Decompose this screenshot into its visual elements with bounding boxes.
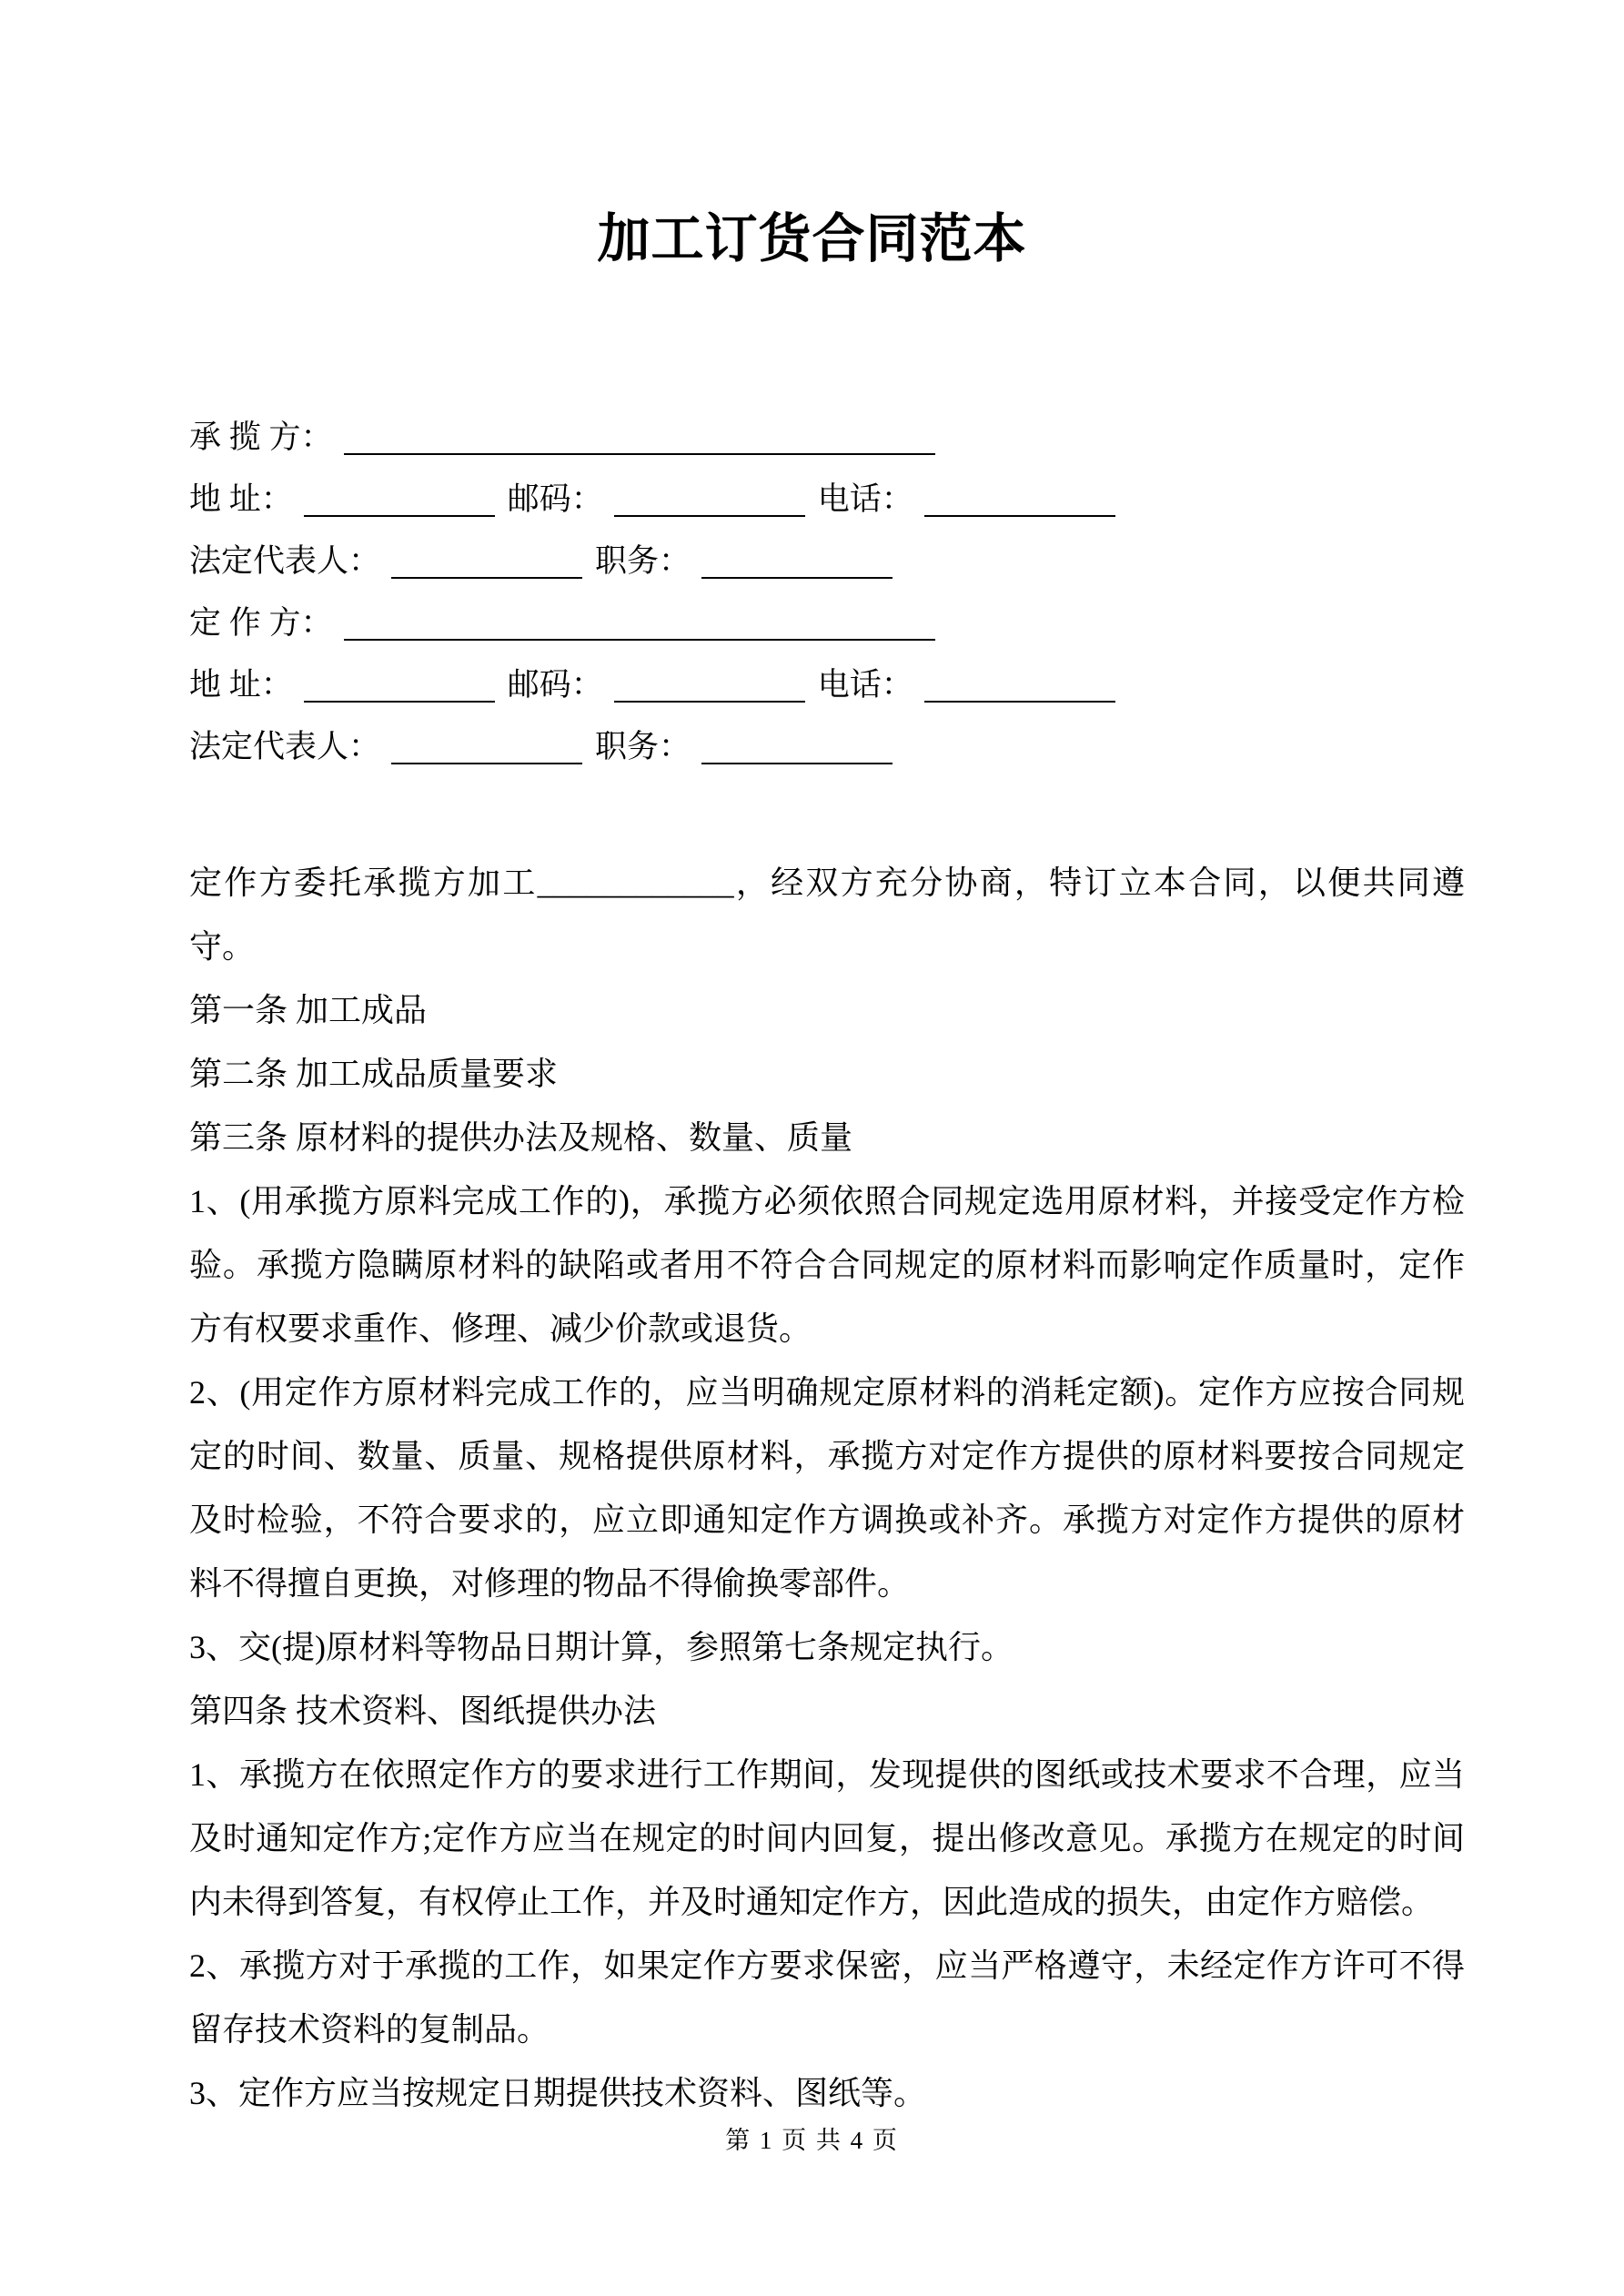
orderer-phone-blank [924, 664, 1115, 703]
orderer-job-title-blank [701, 726, 893, 764]
contract-body [189, 851, 1465, 2125]
article-3-clause-2: 2、(用定作方原材料完成工作的，应当明确规定原材料的消耗定额)。定作方应按合同规定的时间、数量、质量、规格提供原材料，承揽方对定作方提供的原材料要按合同规定及时检验，不符合要求的，应立即通知定作方调换或补齐。承揽方对定作方提供的原材料不得擅自更换，对修理的物品不得偷换零部件。 [189, 1374, 1465, 1602]
contractor-name-row [189, 407, 1465, 469]
contractor-zip-label: 邮码： [507, 481, 603, 517]
contractor-zip-blank [614, 479, 805, 517]
article-3-clause-1: 1、(用承揽方原料完成工作的)，承揽方必须依照合同规定选用原材料，并接受定作方检验。承揽方隐瞒原材料的缺陷或者用不符合合同规定的原材料而影响定作质量时，定作方有权要求重作、修理、减少价款或退货。 [189, 1183, 1465, 1347]
orderer-address-label: 地 址： [189, 667, 293, 703]
contractor-contact-row [189, 469, 1465, 531]
article-1-heading: 第一条 加工成品 [189, 992, 428, 1028]
orderer-rep-row [189, 716, 1465, 778]
orderer-name-row [189, 592, 1465, 654]
article-4-heading: 第四条 技术资料、图纸提供办法 [189, 1693, 657, 1729]
orderer-phone-label: 电话： [817, 667, 913, 703]
document-content [189, 407, 1465, 2125]
contractor-name-label: 承 揽 方： [189, 420, 333, 455]
contractor-legal-rep-blank [391, 541, 582, 579]
orderer-job-title-label: 职务： [595, 729, 691, 764]
article-2-heading: 第二条 加工成品质量要求 [189, 1056, 559, 1092]
orderer-legal-rep-blank [391, 726, 582, 764]
contractor-rep-row [189, 531, 1465, 592]
contractor-name-blank [344, 417, 935, 455]
orderer-address-blank [304, 664, 495, 703]
orderer-legal-rep-label: 法定代表人： [189, 729, 381, 764]
contractor-address-label: 地 址： [189, 481, 293, 517]
article-4-clause-2: 2、承揽方对于承揽的工作，如果定作方要求保密，应当严格遵守，未经定作方许可不得留存技术资料的复制品。 [189, 1947, 1465, 2048]
article-3-clause-3: 3、交(提)原材料等物品日期计算，参照第七条规定执行。 [189, 1629, 1014, 1665]
orderer-zip-label: 邮码： [507, 667, 603, 703]
contractor-job-title-label: 职务： [595, 543, 691, 579]
party-info-form [189, 407, 1465, 778]
contractor-phone-label: 电话： [817, 481, 913, 517]
article-3-heading: 第三条 原材料的提供办法及规格、数量、质量 [189, 1119, 853, 1156]
contractor-address-blank [304, 479, 495, 517]
contractor-job-title-blank [701, 541, 893, 579]
article-4-clause-1: 1、承揽方在依照定作方的要求进行工作期间，发现提供的图纸或技术要求不合理，应当及时通知定作方;定作方应当在规定的时间内回复，提出修改意见。承揽方在规定的时间内未得到答复，有权停止工作，并及时通知定作方，因此造成的损失，由定作方赔偿。 [189, 1756, 1465, 1920]
orderer-name-label: 定 作 方： [189, 605, 333, 641]
page-footer: 第 1 页 共 4 页 [725, 2127, 899, 2154]
article-4-clause-3: 3、定作方应当按规定日期提供技术资料、图纸等。 [189, 2075, 927, 2111]
document-title: 加工订货合同范本 [597, 209, 1027, 268]
orderer-zip-blank [614, 664, 805, 703]
contractor-phone-blank [924, 479, 1115, 517]
contractor-legal-rep-label: 法定代表人： [189, 543, 381, 579]
orderer-name-blank [344, 602, 935, 641]
orderer-contact-row [189, 654, 1465, 716]
intro-paragraph: 定作方委托承揽方加工____________，经双方充分协商，特订立本合同，以便共同遵守。 [189, 865, 1465, 965]
